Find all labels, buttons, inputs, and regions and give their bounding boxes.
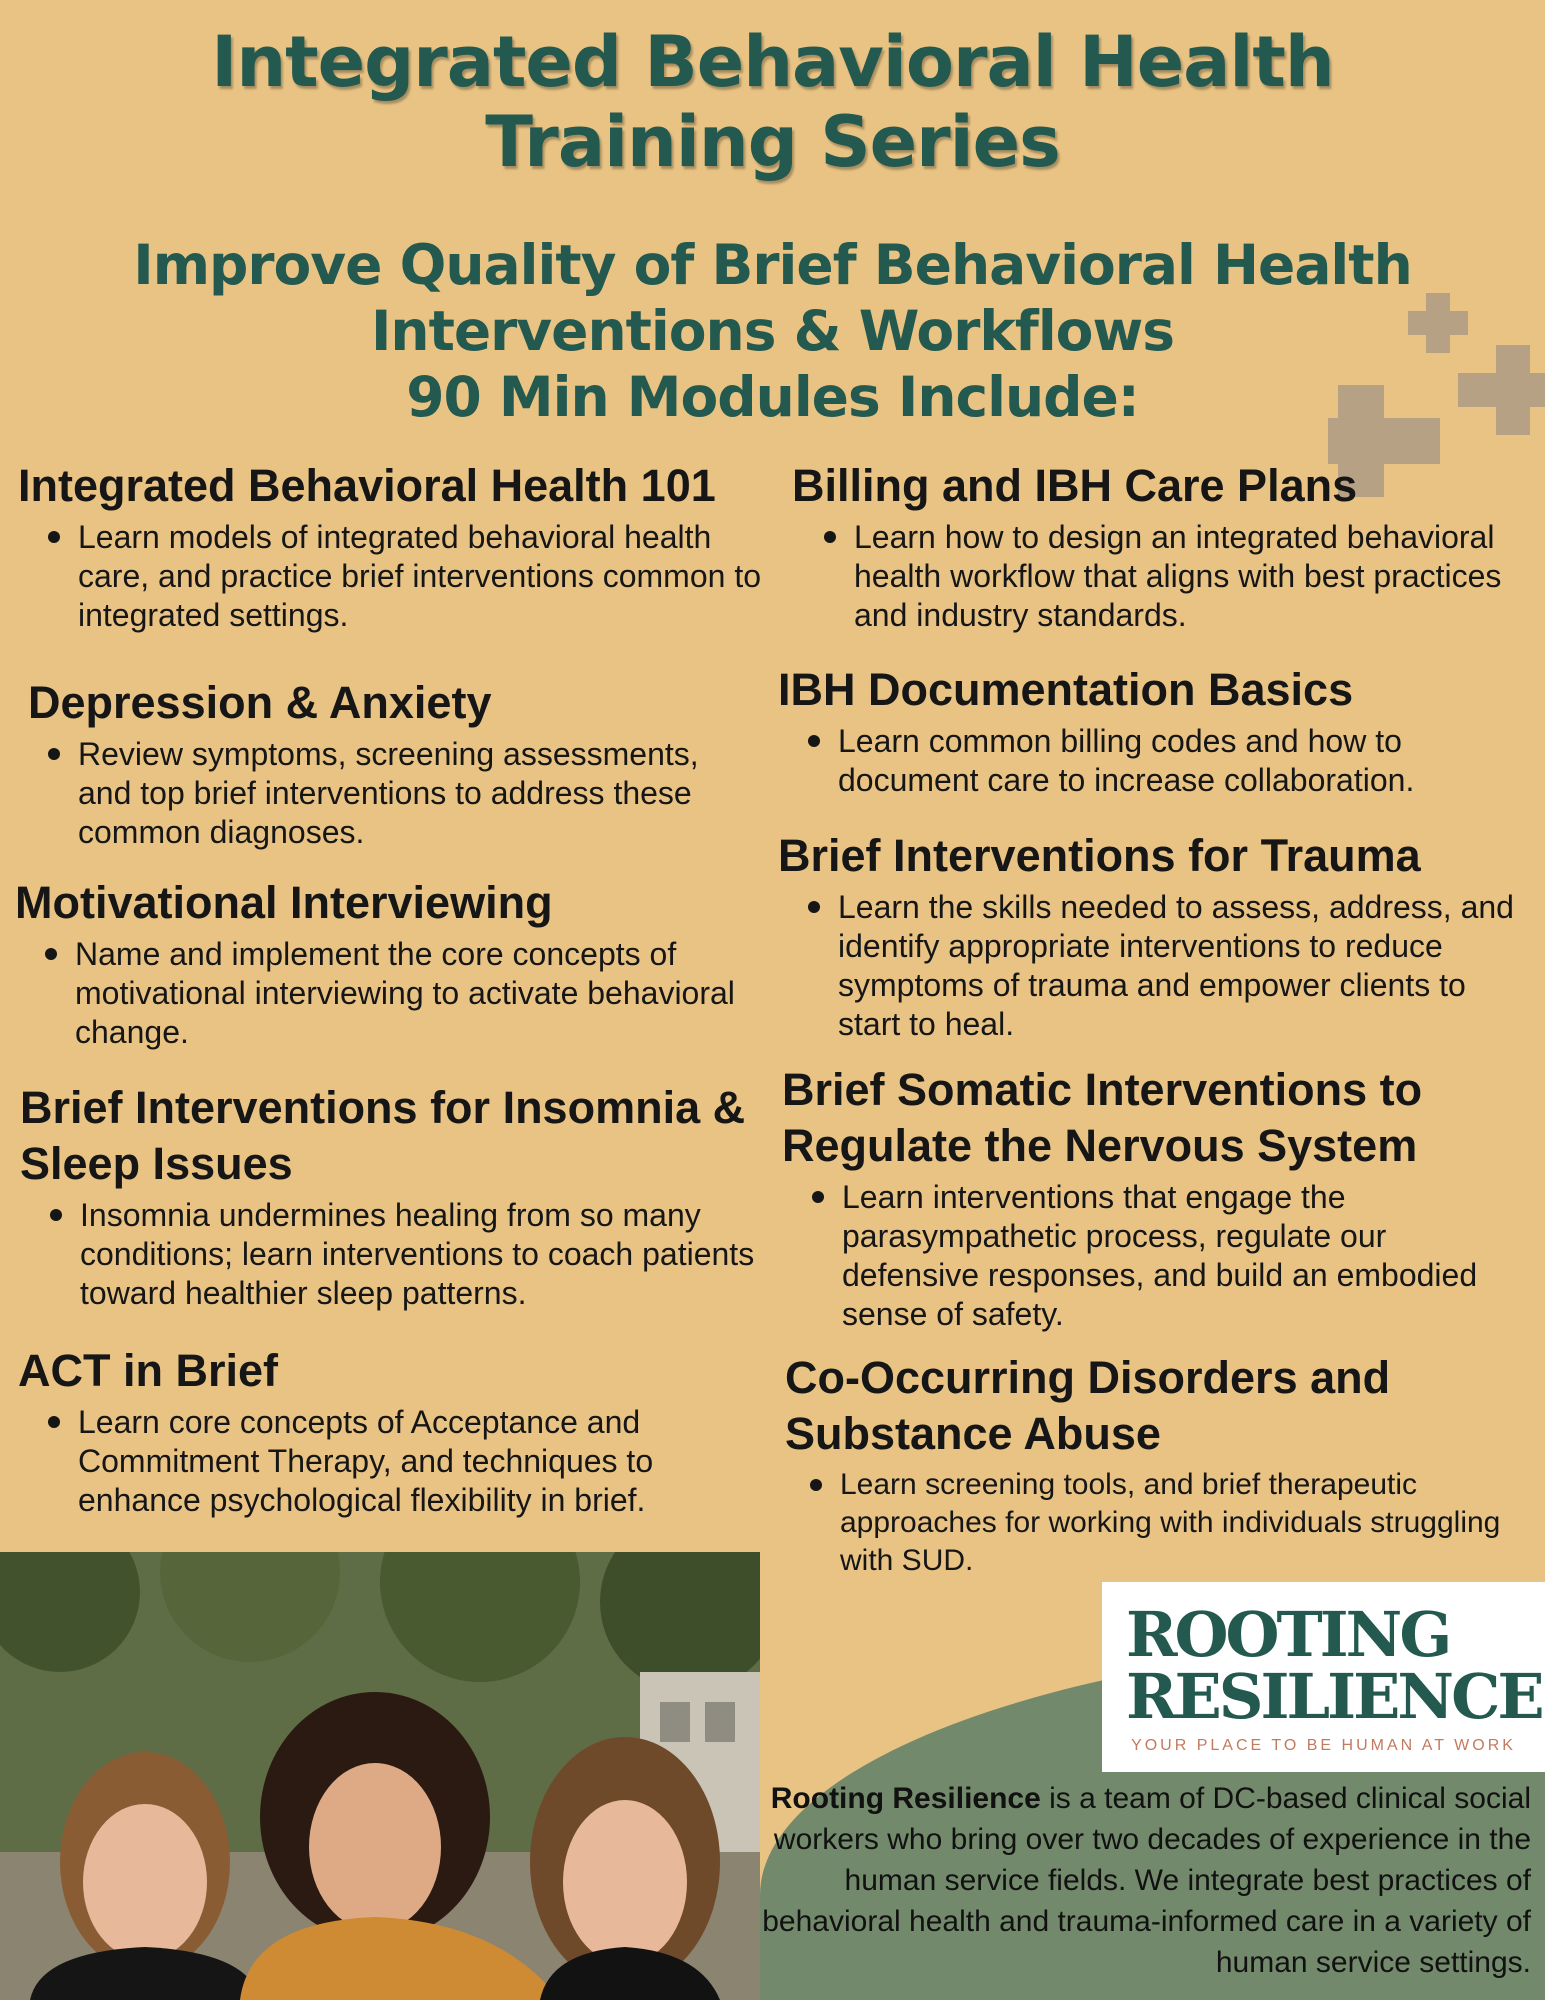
module-bullets [15, 935, 735, 1052]
about-description: is a team of DC-based clinical social workers who bring over two decades of experience in the human service fields. We integrate best practices of behavioral health and trauma-informed care in a variety of human service settings. [762, 1782, 1531, 1979]
logo-word-resilience: RESILIENCE [1126, 1660, 1542, 1733]
team-photo-illustration [0, 1552, 760, 2000]
module-bullets [18, 1403, 738, 1520]
module-title: ACT in Brief [18, 1345, 279, 1396]
logo-word-rooting: ROOTING [1126, 1598, 1450, 1671]
title-line-2: Training Series [485, 101, 1060, 183]
module-title: Depression & Anxiety [28, 677, 492, 728]
module-trauma [778, 828, 1518, 1044]
subtitle [0, 232, 1545, 430]
module-title: Brief Interventions for Trauma [778, 830, 1421, 881]
module-bullet: Learn interventions that engage the parasympathetic process, regulate our defensive responses, and build an embodied sense of safety. [842, 1178, 1502, 1334]
subtitle-line-2: Interventions & Workflows [370, 299, 1175, 363]
module-somatic-interventions [782, 1062, 1502, 1334]
module-bullets [778, 722, 1498, 800]
module-bullets [20, 1196, 760, 1313]
subtitle-line-3: 90 Min Modules Include: [406, 365, 1139, 429]
module-bullets [28, 735, 748, 852]
subtitle-line-1: Improve Quality of Brief Behavioral Health [133, 233, 1412, 297]
module-bullet: Insomnia undermines healing from so many conditions; learn interventions to coach patients toward healthier sleep patterns. [80, 1196, 760, 1313]
module-motivational-interviewing [15, 875, 735, 1052]
module-bullet: Review symptoms, screening assessments, and top brief interventions to address these common diagnoses. [78, 735, 748, 852]
title-line-1: Integrated Behavioral Health [211, 21, 1334, 103]
about-text [761, 1778, 1531, 1983]
module-ibh-101 [18, 458, 763, 635]
module-bullets [778, 888, 1518, 1044]
about-org-name: Rooting Resilience [770, 1782, 1041, 1815]
module-title: IBH Documentation Basics [778, 664, 1354, 715]
module-bullets [782, 1178, 1502, 1334]
module-bullet: Learn common billing codes and how to document care to increase collaboration. [838, 722, 1498, 800]
module-act-in-brief [18, 1343, 738, 1520]
module-title: Billing and IBH Care Plans [792, 460, 1358, 511]
module-title: Brief Interventions for Insomnia & Sleep Issues [20, 1082, 746, 1189]
module-billing-care-plans [792, 458, 1522, 635]
module-title: Brief Somatic Interventions to Regulate the Nervous System [782, 1064, 1423, 1171]
module-title: Co-Occurring Disorders and Substance Abuse [785, 1352, 1391, 1459]
module-co-occurring [785, 1350, 1505, 1580]
module-bullet: Learn the skills needed to assess, address, and identify appropriate interventions to reduce symptoms of trauma and empower clients to start to heal. [838, 888, 1518, 1044]
team-photo [0, 1552, 760, 2000]
module-title: Motivational Interviewing [15, 877, 553, 928]
main-title [0, 22, 1545, 182]
module-insomnia-sleep [20, 1080, 760, 1313]
module-bullet: Name and implement the core concepts of motivational interviewing to activate behavioral change. [75, 936, 735, 1050]
module-bullets [18, 518, 763, 635]
module-title: Integrated Behavioral Health 101 [18, 460, 716, 511]
rooting-resilience-logo [1102, 1582, 1545, 1772]
module-documentation-basics [778, 662, 1498, 800]
module-depression-anxiety [28, 675, 748, 852]
module-bullet: Learn core concepts of Acceptance and Commitment Therapy, and techniques to enhance psychological flexibility in brief. [78, 1403, 738, 1520]
module-bullets [792, 518, 1522, 635]
module-bullet: Learn screening tools, and brief therapeutic approaches for working with individuals struggling with SUD. [840, 1466, 1505, 1580]
module-bullets [785, 1466, 1505, 1580]
logo-tagline: YOUR PLACE TO BE HUMAN AT WORK [1131, 1737, 1516, 1754]
module-bullet: Learn how to design an integrated behavioral health workflow that aligns with best practices and industry standards. [854, 518, 1522, 635]
module-bullet: Learn models of integrated behavioral health care, and practice brief interventions common to integrated settings. [78, 519, 761, 633]
